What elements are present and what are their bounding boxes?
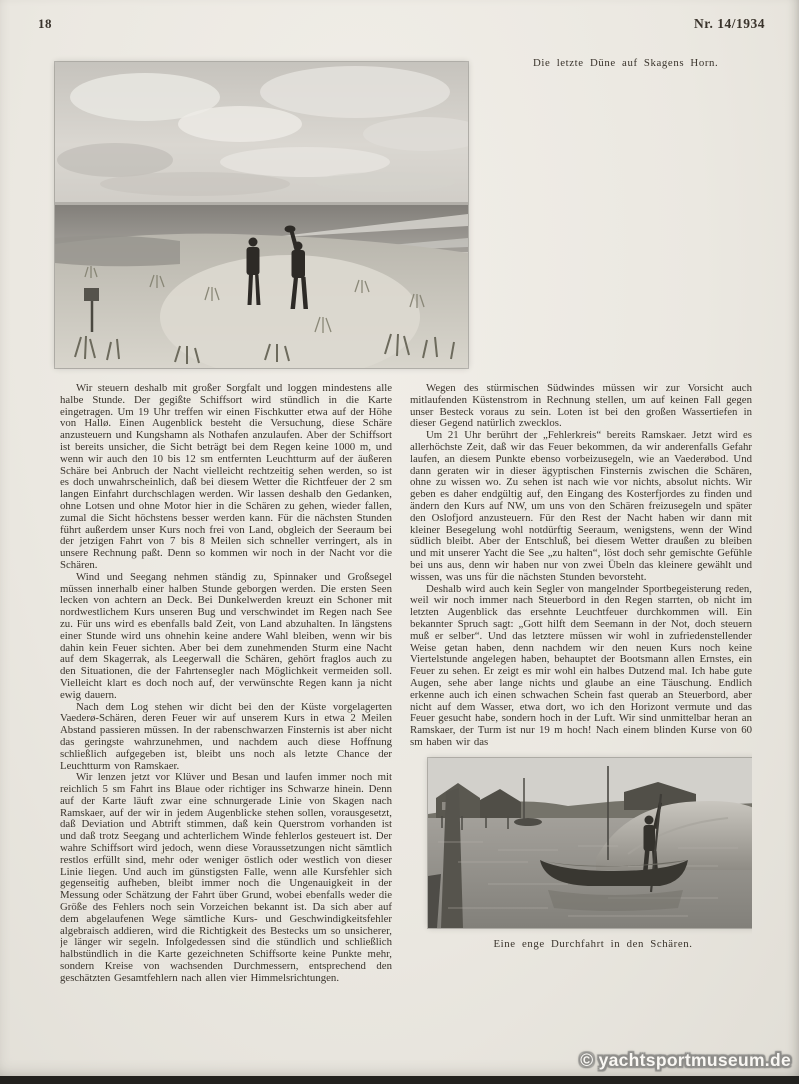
page-number: 18: [38, 16, 52, 31]
paragraph: Wind und Seegang nehmen ständig zu, Spinnaker und Großsegel müssen innerhalb einer halben Stunde geborgen werden. Die ersten Seen lecken von achtern an Deck. Bei Dunkelwerden kreuzt ein Schoner mit nordwestlichem Kurs unseren Bug und verschwindet im Regen nach See zu. Für uns wird es ebenfalls bald Zeit, von Land abzuhalten. In längstens einer Stunde wird uns ohnehin keine andere Wahl bleiben, wenn wir bis dahin kein Feuer sichten. Aber bei dem zunehmenden Sturm eine Nacht auf dem Skagerrak, als Leegerwall die Schären, gehört fraglos auch zu den Situationen, die der Fahrtensegler nach Möglichkeit vermeiden soll. Vielleicht klart es doch noch auf, der verwünschte Regen kann ja nicht ewig dauern.: [60, 570, 392, 701]
paragraph: Wegen des stürmischen Südwindes müssen wir zur Vorsicht auch mitlaufenden Küstenstrom in Rechnung stellen, um auf keinen Fall gegen unser Besteck voraus zu sein. Loten ist bei den großen Wassertiefen in dieser Gegend natürlich zwecklos.: [410, 383, 752, 430]
paragraph: Wir lenzen jetzt vor Klüver und Besan und laufen immer noch mit reichlich 5 sm Fahrt ins Blaue oder richtiger ins Schwarze hinein. Denn auf der Karte läuft zwar eine schnurgerade Linie von Skagen nach Ramskaer, auf der wir in jedem Augenblicke stehen sollen, vorausgesetzt, daß Deviation und Abtrift stimmen, daß kein Querstrom vorhanden ist und daß trotz Seegang und achterlichem Winde fehlerlos gesteuert ist. Der wahre Schiffsort wird jedoch, wenn diese Voraussetzungen nicht sämtlich restlos erfüllt sind, mehr oder weniger östlich oder westlich von dieser Linie liegen. Und auch im günstigsten Falle, wenn alle Kursfehler sich gegenseitig aufheben, bleibt immer noch die Ungenauigkeit in der Messung oder Schätzung der Fahrt über Grund, wobei ebenfalls weder die Größe des Fehlers noch sein Vorzeichen bekannt ist. Da sich aber auf dem abgelaufenen Wege sämtliche Kurs- und Geschwindigkeitsfehler algebraisch addieren, wird die Richtigkeit des Bestecks um so unsicherer, je länger wir segeln. Infolgedessen sind die stündlich und schließlich halbstündlich in die Karte gezeichneten Schiffsorte keine Punkte mehr, sondern Kreise von wachsenden Durchmessern, entsprechend den geschätzten Gesamtfehlern nach allen vier Himmelsrichtungen.: [60, 771, 392, 984]
scan-edge: [0, 1076, 799, 1084]
skerry-photo-illustration: [428, 758, 752, 928]
paragraph: Wir steuern deshalb mit großer Sorgfalt und loggen mindestens alle halbe Stunde. Der gegißte Schiffsort wird stündlich in die Karte eingetragen. Um 19 Uhr treffen wir einen Fischkutter etwa auf der Höhe von Hallø. Einen Augenblick besteht die Versuchung, diese Schäre anzusteuern und Kungshamn als Nothafen anzulaufen. Aber der Schiffsort ist bereits unsicher, die Sicht beträgt bei dem Regen keine 1000 m, und wenn wir auch den 10 bis 12 sm entfernten Leuchtturm auf der äußeren Schäre bei Anbruch der Nacht vielleicht rechtzeitig sehen werden, so ist es doch unwahrscheinlich, daß bei diesem Wetter die Richtfeuer der 2 sm langen Einfahrt durchschlagen werden. Wir lassen deshalb den Gedanken, ohne Lotsen und ohne Motor hier in die Schären zu gehen, wieder fallen, zumal die Sicht höchstens besser werden kann. Für die nächsten Stunden führt außerdem unser Kurs noch frei von Land, obgleich der Seeraum bei der jetzigen Fahrt von 7 bis 8 Meilen sich schneller verringert, als in unsere Rechnung paßt. Denn so kommen wir noch in der Nacht vor die Schären.: [60, 383, 392, 571]
issue-number: Nr. 14/1934: [693, 16, 765, 31]
top-photo-caption: Die letzte Düne auf Skagens Horn.: [533, 57, 719, 69]
dune-photo-illustration: [55, 62, 468, 368]
photo-dune-skagens-horn: [55, 62, 468, 368]
article-right-column: [410, 383, 752, 1043]
paragraph: Deshalb wird auch kein Segler von mangelnder Sportbegeisterung reden, weil wir noch immer nach Steuerbord in den Regen starrten, ob nicht im letzten Augenblick das ersehnte Leuchtfeuer durchkommen will. Ein bekannter Spruch sagt: „Gott hilft dem Seemann in der Not, doch steuern muß er selber“. Und das letztere müssen wir wohl in zufriedenstellender Weise getan haben, denn nachdem wir den neuen Kurs noch keine Viertelstunde angelegen haben, behauptet der Bootsmann allen Ernstes, ein Feuer zu sehen. Er zeigt es mir wohl ein halbes Dutzend mal. Ich habe gute Augen, sehe aber lange nichts und glaube an eine Täuschung. Endlich erkenne auch ich einen schwachen Schein fast querab an Steuerbord, aber nicht auf dem Wasser, etwa dort, wo ich den Horizont vermute und das Feuer gesucht habe, sondern hoch in der Luft. Wir sind unmittelbar heran an Ramskaer, der Turm ist nur 19 m hoch! Nach einem blinden Kurse von 60 sm haben wir das: [410, 582, 752, 748]
paragraph: Nach dem Log stehen wir dicht bei den der Küste vorgelagerten Vaederø-Schären, deren Feuer wir auf unserem Kurs in etwa 2 Meilen Abstand passieren müssen. In der rabenschwarzen Finsternis ist aber nicht das geringste wahrzunehmen, und nachdem auch diese Hoffnung schließlich aufgegeben ist, bleibt uns noch als letzte Chance der Leuchtturm von Ramskaer.: [60, 700, 392, 772]
watermark: © yachtsportmuseum.de: [580, 1050, 791, 1070]
article-left-column: [60, 383, 392, 1031]
photo-schaeren-passage: [428, 758, 752, 928]
bottom-photo-caption: Eine enge Durchfahrt in den Schären.: [493, 937, 693, 950]
paragraph: Um 21 Uhr berührt der „Fehlerkreis“ bereits Ramskaer. Jetzt wird es allerhöchste Zeit, daß wir das Feuer bekommen, da wir anderenfalls Gefahr laufen, an diesem Punkte ebenso vorbeizusegeln, wie an Vaederøbod. Und dann geraten wir in dieser ägyptischen Finsternis zwischen die Schären, ohne zu wissen wo. Zu sehen ist nach wie vor nichts, absolut nichts. Wir geben es daher endgültig auf, den Eingang des Kosterfjordes zu finden und ändern den Kurs auf NW, um uns von den Schären freizusegeln und später den Oslofjord anzusteuern. Für den Rest der Nacht haben wir dann mit kleiner Besegelung wohl notdürftig Seeraum, wenigstens, wenn der Wind südlich bleibt. Aber der Entschluß, bei diesem Wetter draußen zu bleiben und mit unserer Yacht die See „zu halten“, löst doch sehr gemischte Gefühle bei uns aus, denn wir haben nur von zwei Übeln das kleinere gewählt und wissen, was uns für die nächsten Stunden bevorsteht.: [410, 429, 752, 583]
